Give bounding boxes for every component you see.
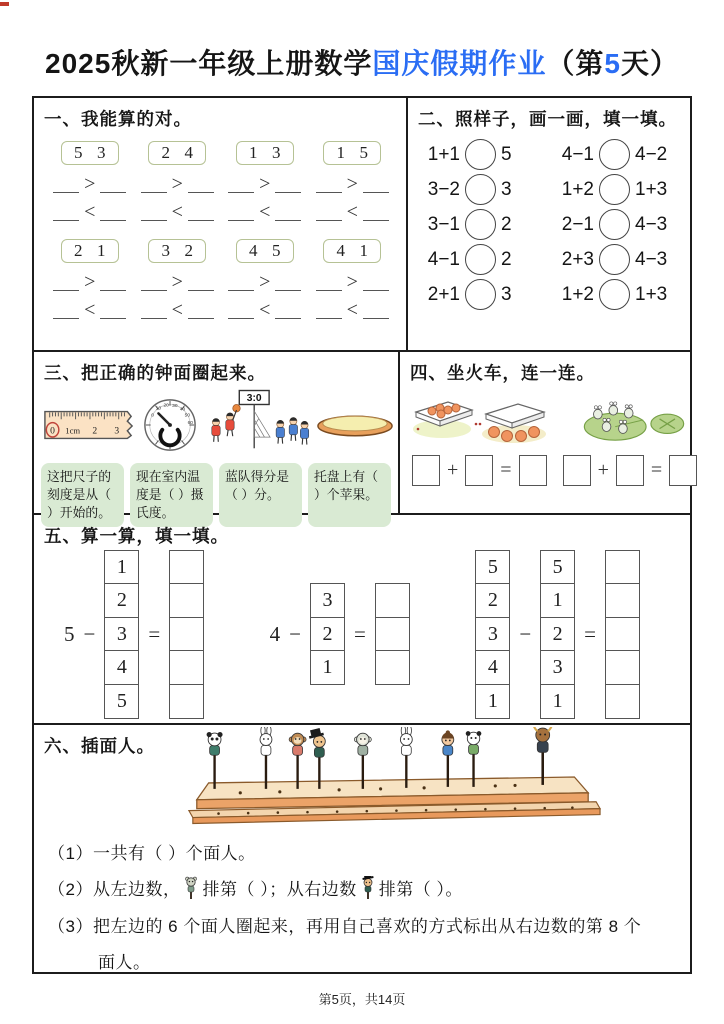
answer-blank xyxy=(188,270,214,291)
number-cell: 3 xyxy=(310,583,345,618)
left-expression: 4−1 xyxy=(561,143,594,165)
section-3-pictures xyxy=(34,385,398,461)
greater-line xyxy=(141,270,214,291)
number-cell: 4 xyxy=(104,650,139,685)
less-line xyxy=(228,298,301,319)
pair-number: 1 xyxy=(249,143,258,162)
less-line xyxy=(141,298,214,319)
question-2-text: （2）从左边数， xyxy=(48,880,181,899)
subtrahend-column xyxy=(104,550,139,719)
scan-artifact xyxy=(0,2,9,6)
less-than-symbol: < xyxy=(84,299,96,321)
section-4-train-connect xyxy=(400,352,697,513)
left-expression: 2−1 xyxy=(561,213,594,235)
title-paren-close: 天） xyxy=(620,48,679,79)
section-4-title: 四、坐火车，连一连。 xyxy=(410,363,595,383)
right-expression: 4−2 xyxy=(635,143,668,165)
compare-expressions-grid xyxy=(408,131,690,312)
answer-blank xyxy=(316,270,342,291)
answer-column xyxy=(605,550,640,719)
frog xyxy=(609,402,618,415)
equation-box xyxy=(669,455,697,486)
empty-plate-icon xyxy=(316,412,394,438)
greater-than-symbol: > xyxy=(171,173,183,195)
number-cell: 3 xyxy=(104,617,139,652)
number-cell: 1 xyxy=(540,583,575,618)
pair-number: 2 xyxy=(161,143,170,162)
number-cell: 2 xyxy=(540,617,575,652)
question-3-line-2: 面人。 xyxy=(98,953,151,972)
greater-than-symbol: > xyxy=(84,173,96,195)
number-pair-box xyxy=(236,141,294,165)
svg-text:1cm: 1cm xyxy=(65,425,81,436)
question-2-text: 排第（ ）。 xyxy=(378,880,463,899)
svg-text:2: 2 xyxy=(92,425,98,437)
answer-circle xyxy=(599,209,630,240)
section-6-title: 六、插面人。 xyxy=(44,736,155,756)
compare-group xyxy=(309,141,397,221)
compare-row xyxy=(550,207,684,242)
number-cell: 5 xyxy=(104,684,139,719)
pair-number: 2 xyxy=(184,241,193,260)
answer-circle xyxy=(599,279,630,310)
answer-blank xyxy=(363,200,389,221)
greater-than-symbol: > xyxy=(171,271,183,293)
compare-row xyxy=(550,242,684,277)
subtrahend-column xyxy=(540,550,575,719)
number-pair-box xyxy=(323,141,381,165)
less-line xyxy=(228,200,301,221)
answer-blank xyxy=(363,172,389,193)
left-expression: 3−2 xyxy=(427,178,460,200)
pair-number: 4 xyxy=(336,241,345,260)
left-expression: 1+1 xyxy=(427,143,460,165)
left-expression: 1+2 xyxy=(561,178,594,200)
section-6-dough-figurines xyxy=(34,725,690,972)
answer-blank xyxy=(275,200,301,221)
number-cell: 2 xyxy=(104,583,139,618)
answer-blank xyxy=(316,200,342,221)
pair-number: 4 xyxy=(184,143,193,162)
answer-blank xyxy=(228,172,254,193)
caption-score: 蓝队得分是（ ）分。 xyxy=(219,463,302,527)
figure-rabbit xyxy=(400,727,412,788)
less-line xyxy=(316,298,389,319)
number-cell: 4 xyxy=(475,650,510,685)
number-cell: 2 xyxy=(475,583,510,618)
greater-line xyxy=(141,172,214,193)
pair-number: 5 xyxy=(74,143,83,162)
hat-figure-icon xyxy=(361,876,375,900)
red-team-kid xyxy=(226,410,237,436)
title-paren-open: （第 xyxy=(546,48,605,79)
answer-cell xyxy=(169,583,204,618)
section-3-circle-correct xyxy=(34,352,400,521)
pair-number: 1 xyxy=(336,143,345,162)
equation-box xyxy=(465,455,493,486)
answer-cell xyxy=(605,583,640,618)
answer-blank xyxy=(53,200,79,221)
table-row xyxy=(34,352,690,521)
caption-apples: 托盘上有（ ）个苹果。 xyxy=(308,463,391,527)
answer-cell xyxy=(375,583,410,618)
answer-circle xyxy=(465,209,496,240)
answer-blank xyxy=(53,172,79,193)
answer-blank xyxy=(141,200,167,221)
trays-with-balls-icon xyxy=(410,391,550,445)
equation-box xyxy=(563,455,591,486)
minus-symbol: − xyxy=(519,621,532,646)
answer-blank xyxy=(228,200,254,221)
figure-ox xyxy=(534,727,552,785)
net xyxy=(254,411,270,437)
answer-cell xyxy=(169,617,204,652)
number-cell: 1 xyxy=(310,650,345,685)
answer-blank xyxy=(228,298,254,319)
number-cell: 1 xyxy=(475,684,510,719)
pair-number: 3 xyxy=(97,143,106,162)
equals-symbol: = xyxy=(354,621,366,646)
number-pair-box xyxy=(148,239,206,263)
less-than-symbol: < xyxy=(84,201,96,223)
compare-group xyxy=(46,239,134,319)
number-pair-box xyxy=(148,141,206,165)
answer-circle xyxy=(465,139,496,170)
pair-number: 2 xyxy=(74,241,83,260)
number-cell: 5 xyxy=(475,550,510,585)
frog xyxy=(625,405,634,418)
blue-team-kid xyxy=(300,420,308,444)
answer-circle xyxy=(465,174,496,205)
plus-symbol: + xyxy=(447,459,459,481)
answer-column xyxy=(169,550,204,719)
answer-cell xyxy=(169,650,204,685)
right-expression: 3 xyxy=(501,283,512,305)
svg-text:3:0: 3:0 xyxy=(246,392,262,404)
less-line xyxy=(316,200,389,221)
answer-blank xyxy=(141,270,167,291)
equals-symbol: = xyxy=(500,459,512,481)
blue-team-kid xyxy=(276,420,284,444)
right-expression: 4−3 xyxy=(635,248,668,270)
number-pair-box xyxy=(61,239,119,263)
equals-symbol: = xyxy=(650,459,663,481)
answer-blank xyxy=(188,200,214,221)
monkey-figure-icon xyxy=(184,876,198,900)
answer-cell xyxy=(375,650,410,685)
left-expression: 1+2 xyxy=(561,283,594,305)
figure-rabbit xyxy=(260,727,272,789)
pair-number: 1 xyxy=(97,241,106,260)
equation-box xyxy=(616,455,644,486)
kids-scoreboard-icon xyxy=(202,388,312,462)
question-2-text: 排第（ ）；从右边数 xyxy=(202,880,357,899)
right-expression: 1+3 xyxy=(635,178,668,200)
answer-blank xyxy=(188,172,214,193)
right-expression: 5 xyxy=(501,143,512,165)
answer-circle xyxy=(465,244,496,275)
blue-team-kid xyxy=(289,417,297,441)
answer-cell xyxy=(605,684,640,719)
number-cell: 3 xyxy=(475,617,510,652)
page-number: 第5页，共14页 xyxy=(318,992,406,1007)
minus-symbol: − xyxy=(83,621,96,646)
section-2-draw-and-fill xyxy=(408,98,690,350)
svg-text:50: 50 xyxy=(184,412,191,418)
greater-than-symbol: > xyxy=(259,173,271,195)
subtrahend-column xyxy=(310,583,345,685)
number-pair-box xyxy=(61,141,119,165)
greater-line xyxy=(53,270,126,291)
minuend: 5 xyxy=(64,621,75,646)
caption-temperature: 现在室内温度是（ ）摄氏度。 xyxy=(130,463,213,527)
greater-line xyxy=(316,172,389,193)
compare-group xyxy=(134,141,222,221)
less-line xyxy=(53,200,126,221)
compare-group xyxy=(221,239,309,319)
figure-panda xyxy=(207,732,223,789)
svg-text:30: 30 xyxy=(172,403,178,409)
greater-than-symbol: > xyxy=(346,271,358,293)
minus-symbol: − xyxy=(289,621,301,646)
answer-circle xyxy=(599,139,630,170)
pair-number: 3 xyxy=(161,241,170,260)
number-pair-box xyxy=(323,239,381,263)
answer-blank xyxy=(275,270,301,291)
answer-cell xyxy=(375,617,410,652)
svg-text:3: 3 xyxy=(114,425,120,437)
compare-group xyxy=(134,239,222,319)
compare-row xyxy=(416,242,550,277)
title-prefix: 2025秋新一年级上册数学 xyxy=(45,48,373,79)
compare-row xyxy=(550,277,684,312)
answer-blank xyxy=(100,172,126,193)
compare-row xyxy=(416,277,550,312)
minuend-column xyxy=(475,550,510,719)
right-expression: 3 xyxy=(501,178,512,200)
figurine-stand-picture xyxy=(179,727,604,829)
greater-line xyxy=(316,270,389,291)
compare-group xyxy=(46,141,134,221)
question-3-line-1: （3）把左边的 6 个面人圈起来，再用自己喜欢的方式标出从右边数的第 8 个 xyxy=(48,917,642,936)
number-cell: 1 xyxy=(104,550,139,585)
number-cell: 5 xyxy=(540,550,575,585)
svg-text:40: 40 xyxy=(179,407,186,413)
compare-grid xyxy=(34,131,406,319)
number-pair-box xyxy=(236,239,294,263)
answer-cell xyxy=(605,650,640,685)
compare-group xyxy=(221,141,309,221)
dial-thermometer-icon xyxy=(142,397,198,453)
answer-blank xyxy=(275,298,301,319)
greater-than-symbol: > xyxy=(259,271,271,293)
less-than-symbol: < xyxy=(346,299,358,321)
subtraction-group-1 xyxy=(64,550,204,719)
section-3-title: 三、把正确的钟面圈起来。 xyxy=(44,363,266,383)
answer-blank xyxy=(53,298,79,319)
red-team-kid xyxy=(212,418,220,442)
figure-monkey xyxy=(289,733,306,789)
svg-text:20: 20 xyxy=(163,403,169,409)
answer-blank xyxy=(188,298,214,319)
compare-row xyxy=(550,172,684,207)
section-1-compare-numbers xyxy=(34,98,408,350)
section-5-calculate-fill xyxy=(34,515,690,725)
less-than-symbol: < xyxy=(171,299,183,321)
compare-group xyxy=(309,239,397,319)
compare-row xyxy=(416,137,550,172)
addition-equations xyxy=(400,447,697,486)
answer-cell xyxy=(605,550,640,585)
answer-circle xyxy=(465,279,496,310)
plus-symbol: + xyxy=(597,459,609,481)
title-highlight: 国庆假期作业 xyxy=(372,48,547,79)
answer-circle xyxy=(599,174,630,205)
answer-blank xyxy=(228,270,254,291)
answer-blank xyxy=(316,298,342,319)
answer-blank xyxy=(316,172,342,193)
less-than-symbol: < xyxy=(346,201,358,223)
right-expression: 1+3 xyxy=(635,283,668,305)
less-than-symbol: < xyxy=(259,201,271,223)
left-expression: 2+3 xyxy=(561,248,594,270)
frogs-lilypad-icon xyxy=(582,391,687,445)
number-cell: 3 xyxy=(540,650,575,685)
pair-number: 5 xyxy=(359,143,368,162)
answer-blank xyxy=(141,298,167,319)
less-than-symbol: < xyxy=(171,201,183,223)
table-row xyxy=(34,98,690,352)
svg-text:0: 0 xyxy=(50,425,55,437)
section-4-pictures xyxy=(400,385,697,447)
pair-number: 3 xyxy=(272,143,281,162)
page-title xyxy=(0,42,724,82)
number-cell: 2 xyxy=(310,617,345,652)
subtraction-group-2 xyxy=(270,583,410,685)
svg-text:10: 10 xyxy=(155,406,162,412)
number-cell: 1 xyxy=(540,684,575,719)
right-expression: 4−3 xyxy=(635,213,668,235)
compare-row xyxy=(416,207,550,242)
subtraction-columns xyxy=(34,548,690,726)
equation-box xyxy=(519,455,547,486)
figure-hat-figure xyxy=(308,727,326,789)
answer-blank xyxy=(53,270,79,291)
pair-number: 1 xyxy=(359,241,368,260)
less-line xyxy=(53,298,126,319)
answer-circle xyxy=(599,244,630,275)
answer-blank xyxy=(100,270,126,291)
question-2 xyxy=(48,875,463,900)
answer-blank xyxy=(100,200,126,221)
less-than-symbol: < xyxy=(259,299,271,321)
ruler-icon xyxy=(40,402,138,448)
greater-line xyxy=(53,172,126,193)
section-1-title: 一、我能算的对。 xyxy=(44,109,192,129)
subtraction-group-3 xyxy=(475,550,640,719)
answer-blank xyxy=(275,172,301,193)
compare-row xyxy=(416,172,550,207)
answer-blank xyxy=(100,298,126,319)
right-expression: 2 xyxy=(501,213,512,235)
answer-cell xyxy=(605,617,640,652)
caption-ruler: 这把尺子的刻度是从（ ）开始的。 xyxy=(41,463,124,527)
equals-symbol: = xyxy=(148,621,161,646)
answer-cell xyxy=(169,684,204,719)
answer-blank xyxy=(363,270,389,291)
greater-than-symbol: > xyxy=(346,173,358,195)
svg-text:60: 60 xyxy=(187,420,193,426)
right-expression: 2 xyxy=(501,248,512,270)
greater-line xyxy=(228,270,301,291)
minuend: 4 xyxy=(269,621,281,646)
compare-row xyxy=(550,137,684,172)
section-2-title: 二、照样子，画一画，填一填。 xyxy=(418,109,677,129)
section-5-title: 五、算一算，填一填。 xyxy=(44,526,229,546)
answer-blank xyxy=(141,172,167,193)
less-line xyxy=(141,200,214,221)
left-expression: 3−1 xyxy=(427,213,460,235)
answer-blank xyxy=(363,298,389,319)
title-day-number: 5 xyxy=(604,48,621,79)
greater-than-symbol: > xyxy=(84,271,96,293)
frog xyxy=(594,406,603,419)
equals-symbol: = xyxy=(584,621,596,646)
answer-column xyxy=(375,583,410,685)
answer-cell xyxy=(169,550,204,585)
greater-line xyxy=(228,172,301,193)
equation-box xyxy=(412,455,440,486)
pair-number: 4 xyxy=(249,241,258,260)
pair-number: 5 xyxy=(272,241,281,260)
worksheet-table xyxy=(32,96,692,974)
question-1: （1）一共有（ ）个面人。 xyxy=(48,844,256,863)
left-expression: 4−1 xyxy=(427,248,460,270)
left-expression: 2+1 xyxy=(427,283,460,305)
svg-text:0: 0 xyxy=(151,412,154,418)
